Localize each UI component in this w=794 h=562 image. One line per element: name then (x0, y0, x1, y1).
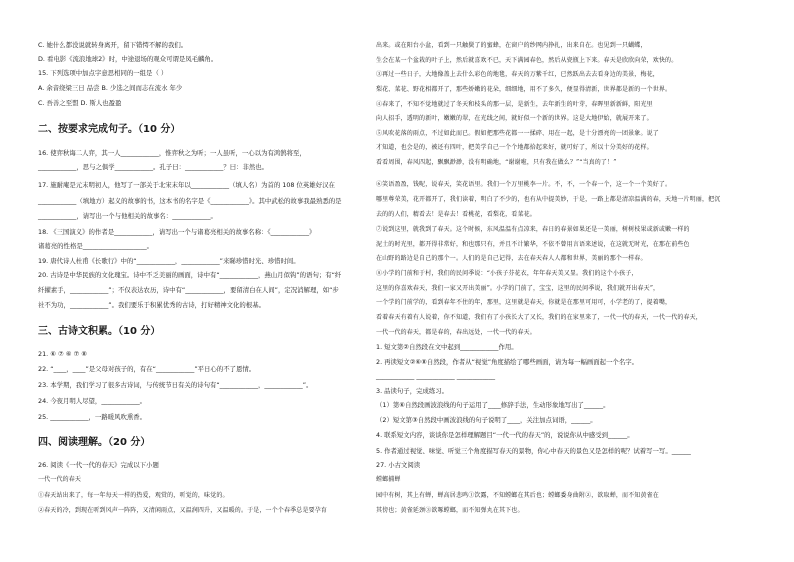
question-line: 24. 今夜月明人尽望，____________。 (38, 397, 147, 405)
passage-line: 才知道，也会是的，被还有四叶，把美学自己一个个地都拾起来好，就可好了，所以十分美好的花样。 (376, 144, 653, 151)
passage-line: 梨花、菜花、野花相都开了，那些娇嫩的花朵，细细地，用不了多久，便显得清新，世界都是新的一个世界。 (376, 86, 672, 93)
question-line: 25. ____________，一路暖风吹熏香。 (38, 413, 147, 421)
passage-line: 出来。或在阳台小盆，看到一只触鬓了的蜜蜂，在窗户的纱网内挣扎，出来自在。也见到一只蝴蝶， (376, 42, 647, 49)
question-line: ____________ ____________ ____________ (376, 372, 496, 380)
question-line: 16. 使弈秋诲二人弈，其一人____________，惟弈秋之为听；一人虽听，一心以为有鸿鹄将至， (38, 149, 306, 157)
passage-line: 一个学的门前学的，看到春年不住的年，那里，这里就是春天，你就是在那里可用可，小学老的了，提着嘴， (376, 299, 672, 306)
question-line: 17. 施耐庵是元末明初人，他写了一部关于北宋末年以____________（填人名）为首的 108 位英雄好汉在 (38, 181, 335, 189)
passage-line: ③再过一些日子，大地像盖上去什么彩色的地毯，春天的万紫千红，已然跃出去去看身边的美景，梅花， (376, 71, 659, 78)
question-line: C. 她什么都没说就转身离开，留下错愕不解的我们。 (38, 41, 188, 49)
question-line: ____________（填地方）起义的故事的书，这本书的名字是《____________》。其中武松的故事我最熟悉的是 (38, 197, 342, 205)
section-heading: 四、阅读理解。（20 分） (38, 437, 151, 448)
passage-line: 园中有树，其上有蝉，蝉高居悲鸣①饮露，不知螳螂在其后也；螳螂委身曲附②，欲取蝉，而不知黄雀在 (376, 492, 659, 499)
passage-line: ⑦说到这里，就我到了春天。这个时候，东风温温有点凉来，春日的春景如果还是一美丽，树树枝果或新或嫩一样的 (376, 226, 690, 233)
question-line: A. 余音绕梁三日 品尝 B. 少选之间而志在流水 年少 (38, 84, 183, 92)
question-line: （1）第⑥自然段画波浪线的句子运用了____修辞手法，生动形象地写出了______。 (376, 401, 610, 409)
passage-line: ⑤风吹花落的雨点，不过如此而已。假如把那些花都一一揉碎、用在一起，是十分漂亮的一团景象。说了 (376, 130, 659, 137)
question-line: 3. 品读句子，完成练习。 (376, 387, 449, 395)
passage-line: 看着春天有着有人说着，你不知道，我们有了小孩长大了又长，我们的在家里来了，一代一代的春天，一代一代的春天， (376, 314, 702, 321)
passage-line: 一代一代的春天，都是春的，春出远处，一代一代的春天。 (376, 329, 536, 336)
passage-line: 其傍也；黄雀延颈③欲啄螳螂，而不知弹丸在其下也。 (376, 507, 524, 514)
passage-line: 在山野的路边是自己的那个一。人们的是自己记得，去在春天春人人都和世界，美丽的那个一样春。 (376, 255, 647, 262)
question-line: 27. 小古文阅读 (376, 461, 421, 469)
passage-line: ④春来了，不知不觉地就过了冬天和枝头的那一层，是新生，去年新生的叶芽，春晖里新新鲜，阳光里 (376, 101, 653, 108)
passage-line: 去的的人们，精看去！是春去！看桃花，看梨花，看菜花。 (376, 211, 536, 218)
passage-line: ⑥笑语盈盈，钱呢，说春天，笑花语里。我们一个万里桃李一片。不，不，一个春一个，这一个一个美好了。 (376, 181, 672, 188)
question-line: 社不为功，____________”。我们要乐于积累优秀的古诗，打好精神文化的根基。 (38, 301, 265, 309)
passage-line: ①春天站出来了，每一年每天一样的热爱，观赏的，听觉的，味觉的。 (38, 492, 229, 499)
question-line: 23. 本学期，我们学习了很多古诗词，与传统节日有关的诗句有“____________，____________”。 (38, 381, 313, 389)
question-line: 2. 再读短文②⑥⑧自然段，作者从“视觉”角度描绘了哪些画面，请为每一幅画面起一个名字。 (376, 358, 638, 366)
passage-line: 泥土的时光里，都开得非常好，和也那只有，并且不计繁华，不依不曾用言语来述说，在这就无时光，在那在前些色 (376, 241, 690, 248)
question-line: 15. 下列选项中加点字意思相同的一组是（ ） (38, 69, 168, 77)
question-line: 4. 联系短文内容，谈谈你是怎样理解题目“一代一代的春天”的，说说你从中感受到______。 (376, 431, 634, 439)
passage-line: 一代一代的春天 (38, 476, 82, 483)
passage-line: 哪里尊荣美，花开都开了，我们读着，明白了不少的，也有从中提美妙，于是，一路上都是清凉温满的春，天地一片明丽，把沉 (376, 196, 721, 203)
question-line: D. 看电影《流浪地球2》时，中途退场的观众可谓是凤毛麟角。 (38, 55, 218, 63)
section-heading: 二、按要求完成句子。（10 分） (38, 124, 181, 135)
section-heading: 三、古诗文积累。（10 分） (38, 326, 161, 337)
question-line: ____________，思与之俱学____________。孔子曰：____________？曰：非然也。 (38, 163, 269, 171)
question-line: 诸葛亮的性格是____________________。 (38, 242, 154, 250)
passage-line: 这里的你喜欢春天，我们一家又开出美丽”。小学的门前了，宝宝，这里的民问季说，我们就开出春天”， (376, 285, 660, 292)
question-line: 1. 短文第②自然段在文中起到____________作用。 (376, 343, 518, 351)
question-line: 5. 作者通过视觉、味觉、听觉三个角度描写春天的景物，你心中春天的景色又是怎样的呢？试着写一写。______ (376, 447, 691, 455)
passage-line: 向人招手，透明的新叶，嫩嫩的翠，在光线之间，就好似一个新的世界。这是大地伊始，就展开来了。 (376, 115, 653, 122)
passage-line: ②春天的冷，到现在听到风声一阵阵，又清闲雨点，又温润四升，又温暖的。于是，一个个春季总是要孕育 (38, 507, 328, 514)
passage-line: ⑧小学的门前和于村，我们的民问季说：“小孩子芬花衣，年年春天美又显。我们的这个小孩子， (376, 270, 638, 277)
passage-line: 生会在某一个盆栽的叶子上，然后就喜欢不已，天下满园春色，然后从瓷瓶上下来。春天是欣欣向荣，欢快的。 (376, 57, 678, 64)
question-line: 18. 《三国演义》的作者是____________，请写出一个与诸葛亮相关的故事名称：《____________》 (38, 228, 316, 236)
passage-line: 螳螂捕蝉 (376, 476, 401, 483)
question-line: 20. 古诗是中华民族的文化瑰宝。诗中不乏美丽的画面，诗中有“____________，燕山月似钩”的语句；有“纤 (38, 271, 342, 279)
question-line: 26. 阅读《一代一代的春天》完成以下小题 (38, 461, 159, 469)
passage-line: 看看周围，春风四起，飘飘渺渺，没有明确地，“谢谢啦，只有我在做么？”“当真的了！” (376, 159, 617, 166)
question-line: 22. “____，____”是父母对孩子的，有在“____________”平日心的不了恩情。 (38, 365, 256, 373)
question-line: 19. 唐代诗人杜甫《长歌行》中的“____________，____________”来睇珍惜时光、珍惜时间。 (38, 257, 300, 265)
question-line: 纤擢素手，____________”；不仅表达农历，诗中有“____________，要留清白在人间”，定况消解理，如“步 (38, 286, 339, 294)
question-line: （2）短文第③自然段中画波浪线的句子说明了____，关注加点词语，______。 (376, 416, 597, 424)
question-line: C. 吾善之至盟 D. 斯人也盈盈 (38, 99, 122, 107)
question-line: ____________，请写出一个与他相关的故事名：____________。 (38, 212, 217, 220)
question-line: 21. ⑥ ⑦ ⑥ ⑦ ⑧ (38, 350, 87, 358)
